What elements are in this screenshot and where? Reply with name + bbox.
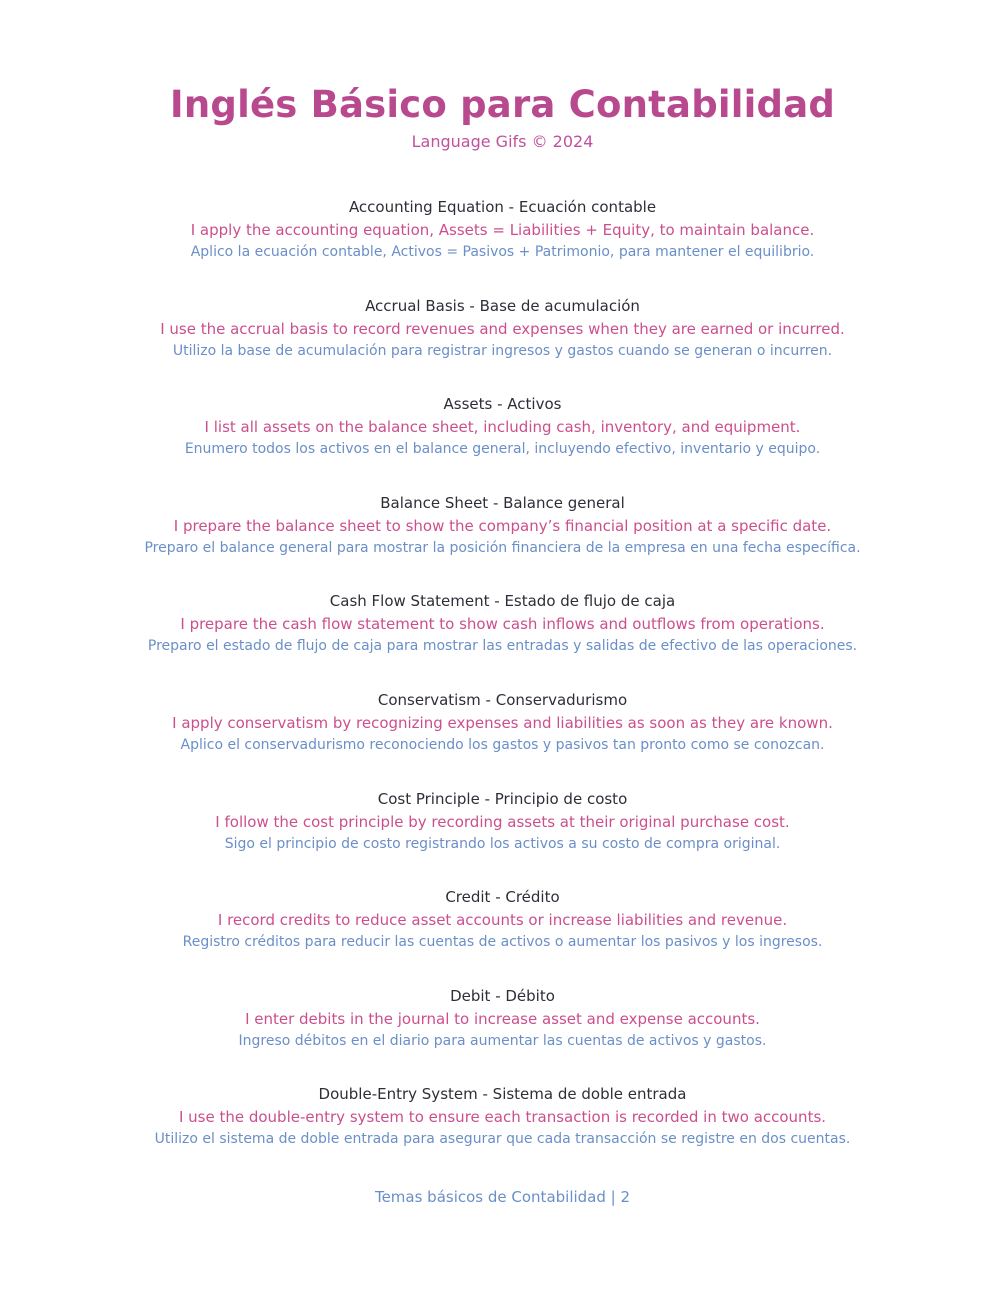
entry-spanish-translation: Enumero todos los activos en el balance general, incluyendo efectivo, inventario y equipo.: [184, 441, 821, 458]
entry-term: Debit - Débito: [450, 986, 555, 1005]
page-subtitle: Language Gifs © 2024: [411, 132, 594, 151]
vocabulary-entry: [0, 788, 1005, 887]
vocabulary-entry: [0, 393, 1005, 492]
entry-spanish-translation: Aplico la ecuación contable, Activos = Pasivos + Patrimonio, para mantener el equilibrio.: [190, 244, 815, 260]
entry-spanish-translation: Registro créditos para reducir las cuentas de activos o aumentar los pasivos y los ingresos.: [182, 934, 823, 951]
page-footer: Temas básicos de Contabilidad | 2: [374, 1188, 631, 1206]
vocabulary-entry: [0, 196, 1005, 295]
entry-english-example: I use the double-entry system to ensure each transaction is recorded in two accounts.: [178, 1108, 827, 1127]
entry-term: Cash Flow Statement - Estado de flujo de caja: [329, 592, 676, 611]
entry-spanish-translation: Ingreso débitos en el diario para aumentar las cuentas de activos y gastos.: [238, 1032, 767, 1049]
entry-spanish-translation: Aplico el conservadurismo reconociendo los gastos y pasivos tan pronto como se conozcan.: [180, 736, 825, 753]
entry-term: Cost Principle - Principio de costo: [377, 789, 628, 808]
entry-term: Accrual Basis - Base de acumulación: [365, 296, 640, 315]
entry-english-example: I follow the cost principle by recording assets at their original purchase cost.: [215, 812, 790, 831]
entry-term: Double-Entry System - Sistema de doble entrada: [318, 1085, 687, 1104]
page-title: Inglés Básico para Contabilidad: [169, 83, 836, 126]
entry-spanish-translation: Preparo el balance general para mostrar la posición financiera de la empresa en una fecha específica.: [144, 539, 861, 556]
vocabulary-entry: [0, 985, 1005, 1084]
entry-english-example: I enter debits in the journal to increase asset and expense accounts.: [245, 1009, 760, 1028]
entry-spanish-translation: Utilizo la base de acumulación para registrar ingresos y gastos cuando se generan o incurren.: [172, 342, 833, 359]
entry-term: Accounting Equation - Ecuación contable: [348, 198, 657, 216]
entry-english-example: I list all assets on the balance sheet, including cash, inventory, and equipment.: [204, 418, 801, 437]
entry-spanish-translation: Utilizo el sistema de doble entrada para asegurar que cada transacción se registre en dos cuentas.: [154, 1131, 851, 1148]
entry-term: Balance Sheet - Balance general: [380, 493, 625, 512]
entry-english-example: I apply conservatism by recognizing expenses and liabilities as soon as they are known.: [172, 713, 833, 732]
entry-term: Credit - Crédito: [445, 888, 560, 907]
vocabulary-list: [0, 196, 1005, 1182]
vocabulary-entry: [0, 590, 1005, 689]
entry-term: Assets - Activos: [443, 395, 562, 414]
vocabulary-entry: [0, 492, 1005, 591]
vocabulary-entry: [0, 295, 1005, 394]
vocabulary-entry: [0, 1083, 1005, 1182]
entry-term: Conservatism - Conservadurismo: [377, 690, 628, 709]
entry-english-example: I prepare the cash flow statement to show cash inflows and outflows from operations.: [180, 615, 825, 634]
entry-spanish-translation: Preparo el estado de flujo de caja para mostrar las entradas y salidas de efectivo de las operaciones.: [147, 638, 858, 655]
entry-spanish-translation: Sigo el principio de costo registrando los activos a su costo de compra original.: [224, 835, 781, 852]
entry-english-example: I apply the accounting equation, Assets = Liabilities + Equity, to maintain balance.: [190, 221, 815, 239]
entry-english-example: I prepare the balance sheet to show the company’s financial position at a specific date.: [173, 516, 832, 535]
entry-english-example: I record credits to reduce asset accounts or increase liabilities and revenue.: [217, 911, 788, 930]
vocabulary-entry: [0, 689, 1005, 788]
entry-english-example: I use the accrual basis to record revenues and expenses when they are earned or incurred.: [160, 319, 845, 338]
vocabulary-entry: [0, 886, 1005, 985]
